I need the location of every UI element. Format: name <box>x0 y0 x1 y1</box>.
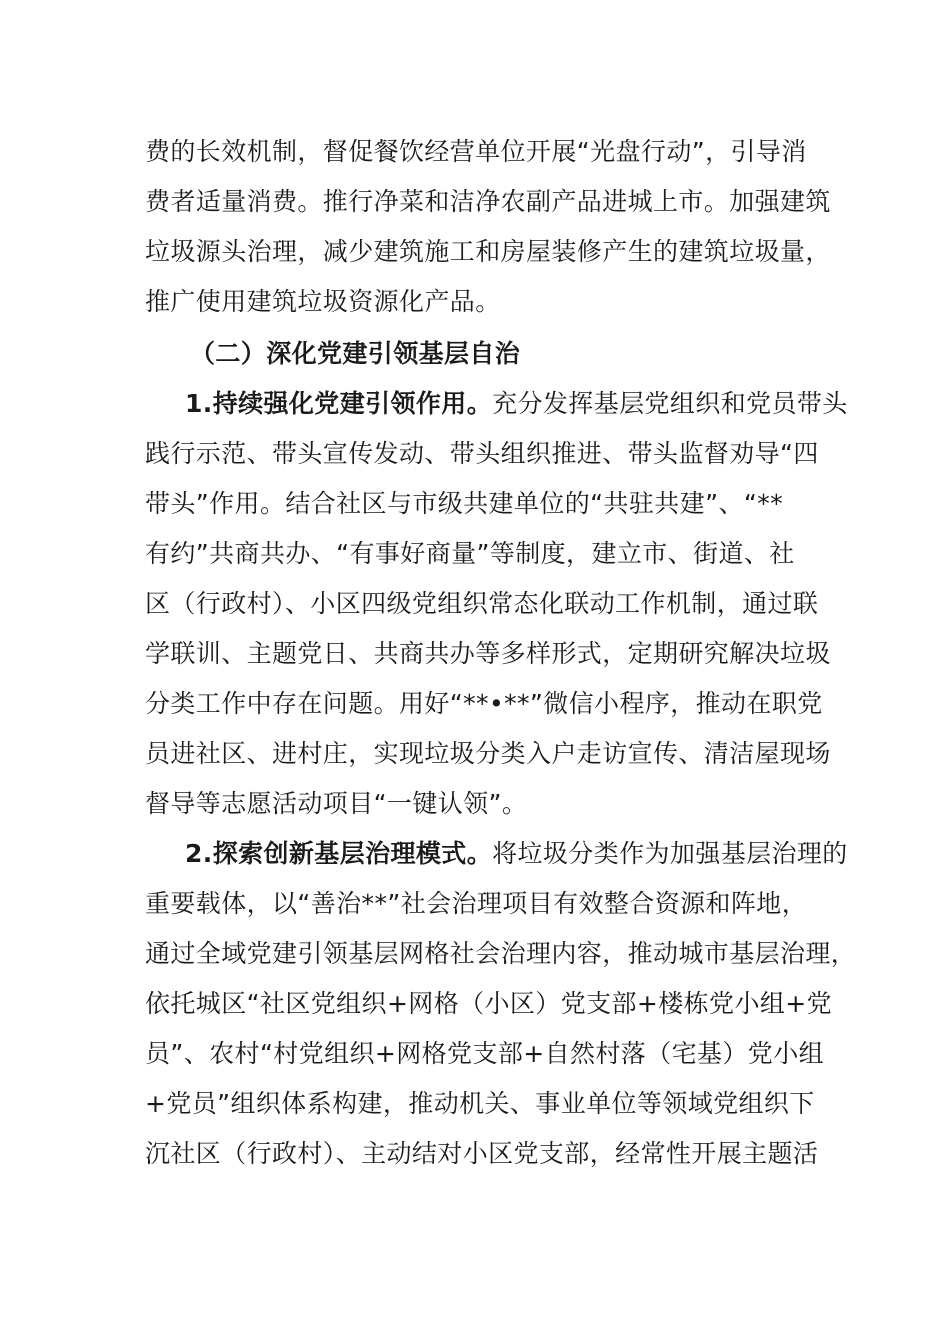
paragraph-line <box>145 1039 824 1069</box>
text-line: 有约”共商共办、“有事好商量”等制度，建立市、街道、社 <box>145 539 795 568</box>
paragraph-line <box>145 939 856 969</box>
text-line: 员进社区、进村庄，实现垃圾分类入户走访宣传、清洁屋现场 <box>145 739 831 768</box>
text-line: 沉社区（行政村）、主动结对小区党支部，经常性开展主题活 <box>145 1139 819 1168</box>
text-line: 重要载体，以“善治**”社会治理项目有效整合资源和阵地， <box>145 889 808 918</box>
paragraph-line <box>145 539 795 569</box>
section-heading-text: （二）深化党建引领基层自治 <box>190 339 521 368</box>
paragraph-lead: 2.探索创新基层治理模式。 <box>185 839 493 868</box>
paragraph-line <box>145 287 501 317</box>
paragraph-line <box>145 237 831 267</box>
paragraph-line <box>145 137 807 167</box>
paragraph-line <box>145 739 831 769</box>
text-line: 通过全域党建引领基层网格社会治理内容，推动城市基层治理， <box>145 939 857 968</box>
text-line: 践行示范、带头宣传发动、带头组织推进、带头监督劝导“四 <box>145 439 819 468</box>
paragraph-line <box>185 389 848 419</box>
section-heading <box>190 339 520 369</box>
text-line: 分类工作中存在问题。用好“**•**”微信小程序，推动在职党 <box>145 689 823 718</box>
paragraph-line <box>145 789 527 819</box>
text-line: 区（行政村）、小区四级党组织常态化联动工作机制，通过联 <box>145 589 819 618</box>
text-line: 带头”作用。结合社区与市级共建单位的“共驻共建”、“** <box>145 489 784 518</box>
text-line: 将垃圾分类作为加强基层治理的 <box>492 839 848 868</box>
text-line: +党员”组织体系构建，推动机关、事业单位等领域党组织下 <box>145 1089 815 1118</box>
paragraph-line <box>145 489 783 519</box>
paragraph-line <box>185 839 848 869</box>
text-line: 依托城区“社区党组织+网格（小区）党支部+楼栋党小组+党 <box>145 989 832 1018</box>
text-line: 垃圾源头治理，减少建筑施工和房屋装修产生的建筑垃圾量， <box>145 237 831 266</box>
paragraph-lead: 1.持续强化党建引领作用。 <box>185 389 493 418</box>
text-line: 推广使用建筑垃圾资源化产品。 <box>145 287 501 316</box>
paragraph-line <box>145 439 819 469</box>
text-line: 学联训、主题党日、共商共办等多样形式，定期研究解决垃圾 <box>145 639 831 668</box>
text-line: 员”、农村“村党组织+网格党支部+自然村落（宅基）党小组 <box>145 1039 824 1068</box>
text-line: 充分发挥基层党组织和党员带头 <box>492 389 848 418</box>
paragraph-line <box>145 689 823 719</box>
paragraph-line <box>145 889 807 919</box>
paragraph-line <box>145 589 818 619</box>
text-line: 费者适量消费。推行净菜和洁净农副产品进城上市。加强建筑 <box>145 187 831 216</box>
paragraph-line <box>145 639 831 669</box>
paragraph-line <box>145 187 831 217</box>
paragraph-line <box>145 1139 818 1169</box>
paragraph-line <box>145 989 832 1019</box>
text-line: 督导等志愿活动项目“一键认领”。 <box>145 789 528 818</box>
text-line: 费的长效机制，督促餐饮经营单位开展“光盘行动”，引导消 <box>145 137 807 166</box>
paragraph-line <box>145 1089 815 1119</box>
